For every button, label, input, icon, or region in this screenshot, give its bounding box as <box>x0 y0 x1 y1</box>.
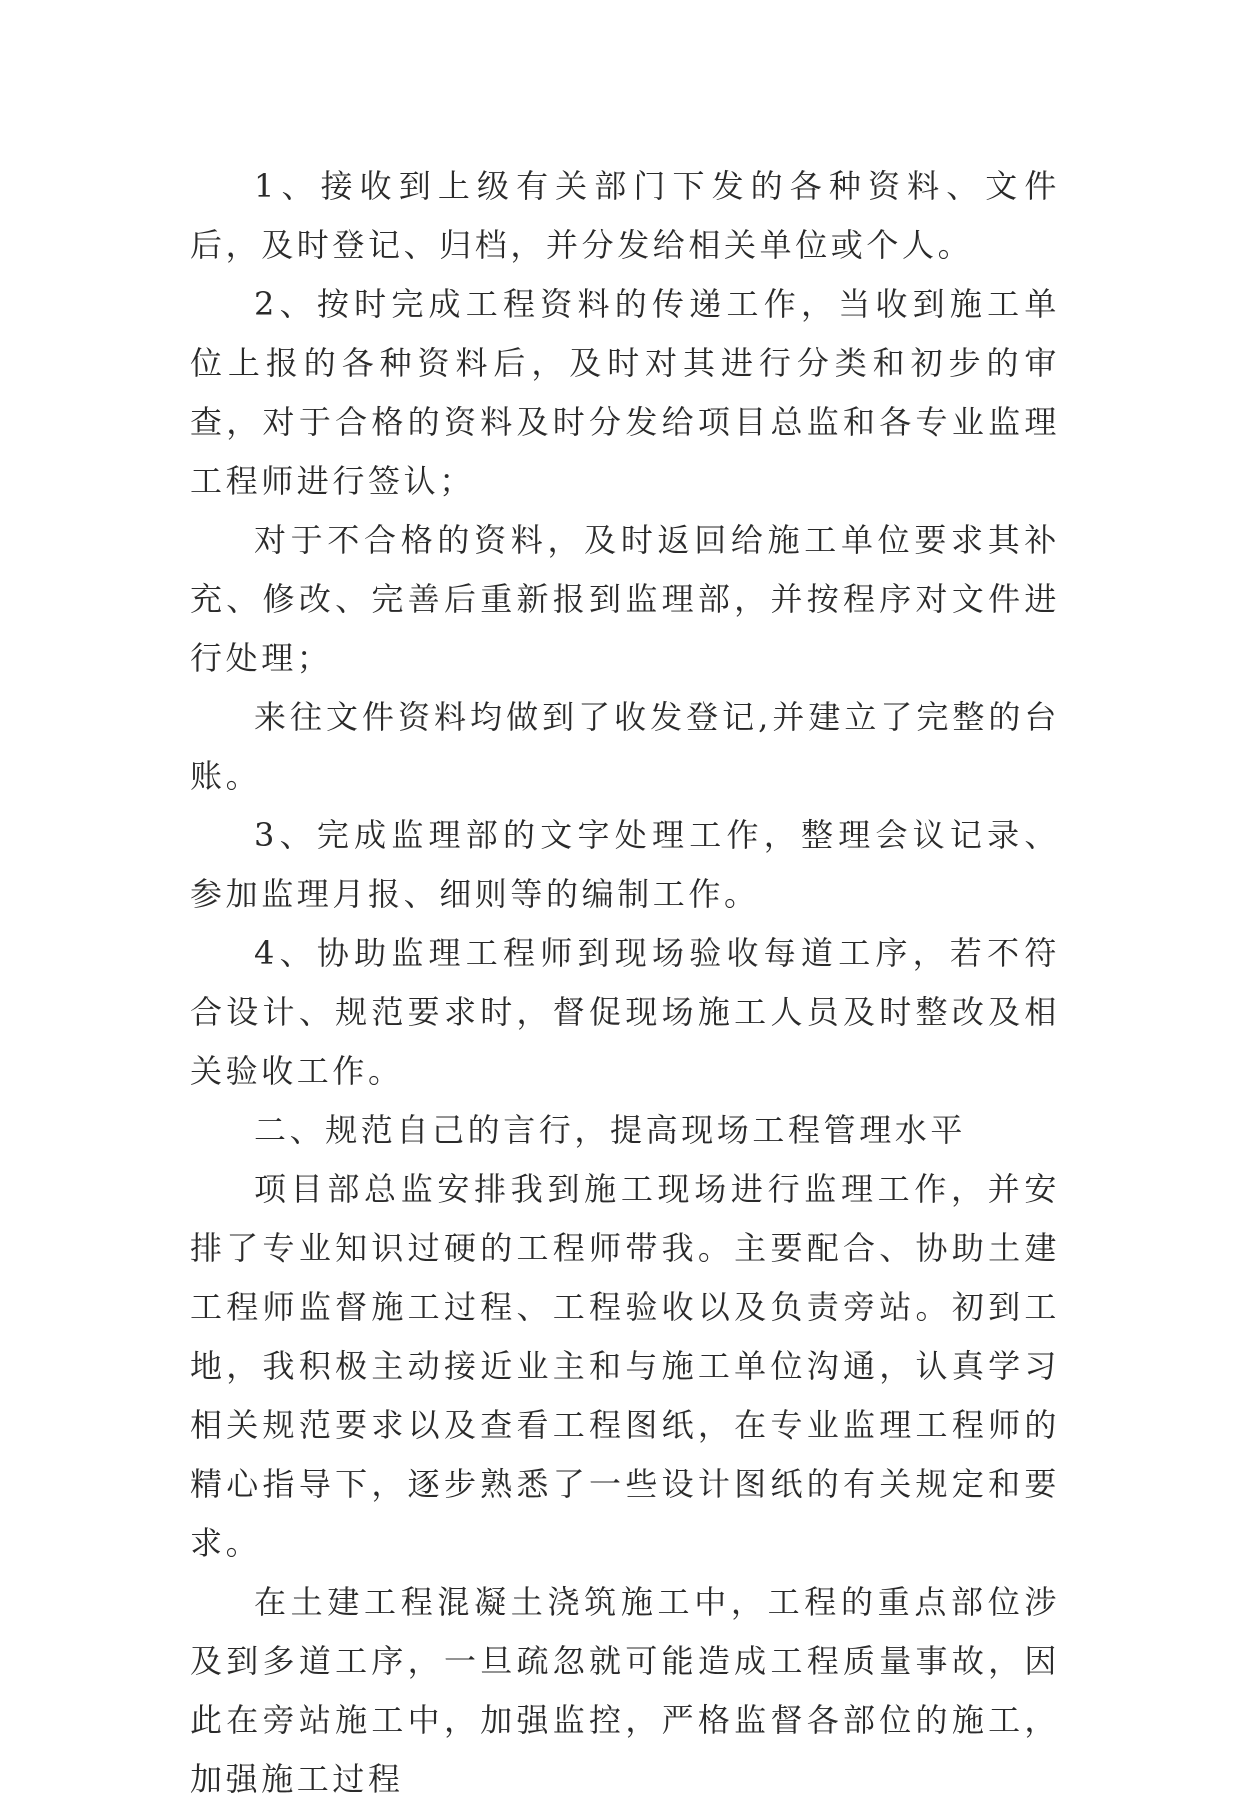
paragraph-ledger: 来往文件资料均做到了收发登记,并建立了完整的台账。 <box>190 698 1060 795</box>
paragraph-item-3: 3、完成监理部的文字处理工作，整理会议记录、参加监理月报、细则等的编制工作。 <box>190 816 1060 913</box>
section-heading-2: 二、规范自己的言行，提高现场工程管理水平 <box>254 1111 967 1149</box>
paragraph-concrete-pouring: 在土建工程混凝土浇筑施工中，工程的重点部位涉及到多道工序，一旦疏忽就可能造成工程质量事故，因此在旁站施工中，加强监控，严格监督各部位的施工，加强施工过程 <box>190 1583 1060 1798</box>
paragraph-site-supervision: 项目部总监安排我到施工现场进行监理工作，并安排了专业知识过硬的工程师带我。主要配合、协助土建工程师监督施工过程、工程验收以及负责旁站。初到工地，我积极主动接近业主和与施工单位沟通，认真学习相关规范要求以及查看工程图纸，在专业监理工程师的精心指导下，逐步熟悉了一些设计图纸的有关规定和要求。 <box>190 1170 1060 1562</box>
paragraph-item-1: 1、接收到上级有关部门下发的各种资料、文件后，及时登记、归档，并分发给相关单位或个人。 <box>190 167 1060 264</box>
paragraph-item-2: 2、按时完成工程资料的传递工作，当收到施工单位上报的各种资料后，及时对其进行分类和初步的审查，对于合格的资料及时分发给项目总监和各专业监理工程师进行签认； <box>190 285 1060 500</box>
paragraph-unqualified-docs: 对于不合格的资料，及时返回给施工单位要求其补充、修改、完善后重新报到监理部，并按程序对文件进行处理； <box>190 521 1060 677</box>
document-body <box>190 157 1060 1809</box>
paragraph-item-4: 4、协助监理工程师到现场验收每道工序，若不符合设计、规范要求时，督促现场施工人员及时整改及相关验收工作。 <box>190 934 1060 1090</box>
